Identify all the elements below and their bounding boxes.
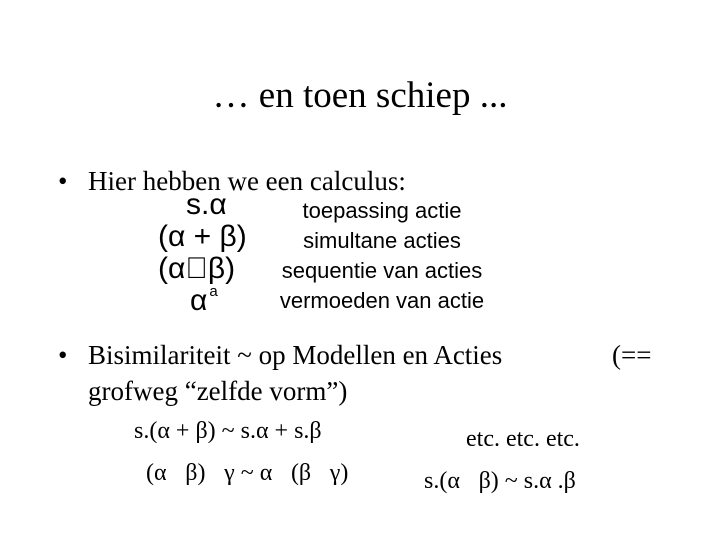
formula-application: s.α: [186, 188, 227, 221]
bullet-1-dot: •: [58, 166, 68, 196]
example-associativity: (α β) γ ~ α (β γ): [146, 460, 349, 486]
formula-sequence-desc: sequentie van acties: [281, 258, 483, 283]
formula-simultaneous: (α + β): [158, 220, 247, 253]
example-distributivity: s.(α + β) ~ s.α + s.β: [134, 418, 322, 444]
formula-simultaneous-desc: simultane acties: [303, 228, 461, 253]
formula-presumption-sup: a: [209, 283, 218, 300]
bullet-2-line1: Bisimilariteit ~ op Modellen en Acties: [88, 340, 503, 370]
slide-title: … en toen schiep ...: [212, 75, 508, 116]
bullet-2-aside: (==: [612, 340, 652, 370]
formula-application-desc: toepassing actie: [302, 198, 462, 223]
bullet-1-text: Hier hebben we een calculus:: [88, 166, 406, 196]
bullet-2-dot: •: [58, 340, 68, 370]
formula-presumption: [190, 284, 216, 318]
formula-sequence: (α β): [158, 252, 236, 285]
example-etc: etc. etc. etc.: [466, 426, 580, 452]
example-sequence: s.(α β) ~ s.α .β: [424, 468, 576, 494]
formula-presumption-desc: vermoeden van actie: [279, 288, 485, 313]
bullet-2-line2: grofweg “zelfde vorm”): [88, 376, 348, 406]
formula-presumption-base: α: [190, 284, 208, 317]
